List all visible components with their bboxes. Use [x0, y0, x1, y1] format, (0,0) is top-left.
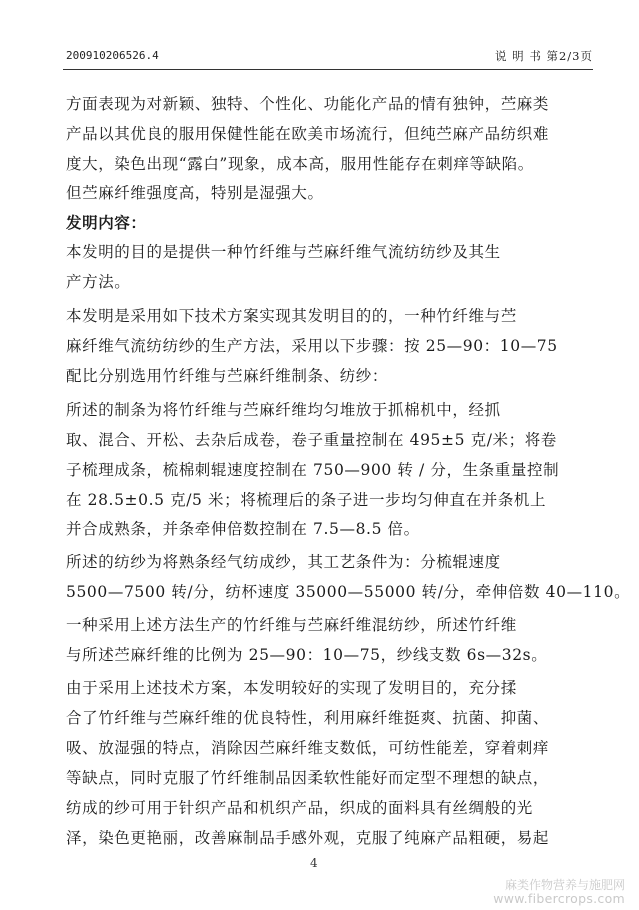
body-line: 产品以其优良的服用保健性能在欧美市场流行，但纯苎麻产品纺织难: [66, 125, 550, 143]
body-line: 本发明的目的是提供一种竹纤维与苎麻纤维气流纺纺纱及其生: [66, 243, 501, 261]
body-line: 所述的制条为将竹纤维与苎麻纤维均匀堆放于抓棉机中，经抓: [66, 401, 501, 419]
body-line: 子梳理成条，梳棉刺辊速度控制在 750—900 转 / 分，生条重量控制: [66, 461, 560, 479]
body-line: 麻纤维气流纺纺纱的生产方法，采用以下步骤：按 25—90：10—75: [66, 337, 558, 355]
body-line: 由于采用上述技术方案，本发明较好的实现了发明目的，充分揉: [66, 679, 517, 697]
header-divider: [63, 69, 593, 70]
body-line: 并合成熟条，并条牵伸倍数控制在 7.5—8.5 倍。: [66, 520, 420, 538]
body-line: 方面表现为对新颖、独特、个性化、功能化产品的情有独钟，苎麻类: [66, 95, 550, 113]
section-page-indicator: 说 明 书 第2/3页: [495, 49, 593, 63]
body-line: 泽，染色更艳丽，改善麻制品手感外观，克服了纯麻产品粗硬，易起: [66, 829, 550, 847]
application-number: 200910206526.4: [66, 49, 159, 62]
body-line: 产方法。: [66, 273, 131, 291]
page-number: 4: [310, 856, 318, 870]
body-line: 吸、放湿强的特点，消除因苎麻纤维支数低，可纺性能差，穿着刺痒: [66, 739, 550, 757]
body-line: 与所述苎麻纤维的比例为 25—90：10—75，纱线支数 6s—32s。: [66, 646, 548, 664]
body-line: 在 28.5±0.5 克/5 米；将梳理后的条子进一步均匀伸直在并条机上: [66, 491, 547, 509]
section-heading: 发明内容：: [66, 213, 147, 232]
body-line: 本发明是采用如下技术方案实现其发明目的的，一种竹纤维与苎: [66, 307, 517, 325]
body-line: 一种采用上述方法生产的竹纤维与苎麻纤维混纺纱，所述竹纤维: [66, 616, 517, 634]
body-line: 取、混合、开松、去杂后成卷，卷子重量控制在 495±5 克/米；将卷: [66, 431, 557, 449]
body-line: 5500—7500 转/分，纺杯速度 35000—55000 转/分，牵伸倍数 40—110。: [66, 583, 631, 601]
body-line: 纺成的纱可用于针织产品和机织产品，织成的面料具有丝绸般的光: [66, 799, 533, 817]
body-line: 所述的纺纱为将熟条经气纺成纱，其工艺条件为：分梳辊速度: [66, 553, 501, 571]
body-line: 但苎麻纤维强度高，特别是湿强大。: [66, 184, 324, 202]
watermark-url: www.fibercrops.com: [493, 891, 625, 906]
body-line: 配比分别选用竹纤维与苎麻纤维制条、纺纱：: [66, 367, 389, 385]
body-line: 合了竹纤维与苎麻纤维的优良特性，利用麻纤维挺爽、抗菌、抑菌、: [66, 709, 550, 727]
body-line: 度大，染色出现“露白”现象，成本高，服用性能存在刺痒等缺陷。: [66, 155, 534, 173]
site-watermark: [493, 878, 625, 906]
body-line: 等缺点，同时克服了竹纤维制品因柔软性能好而定型不理想的缺点，: [66, 769, 550, 787]
watermark-site-name: 麻类作物营养与施肥网: [504, 878, 625, 892]
